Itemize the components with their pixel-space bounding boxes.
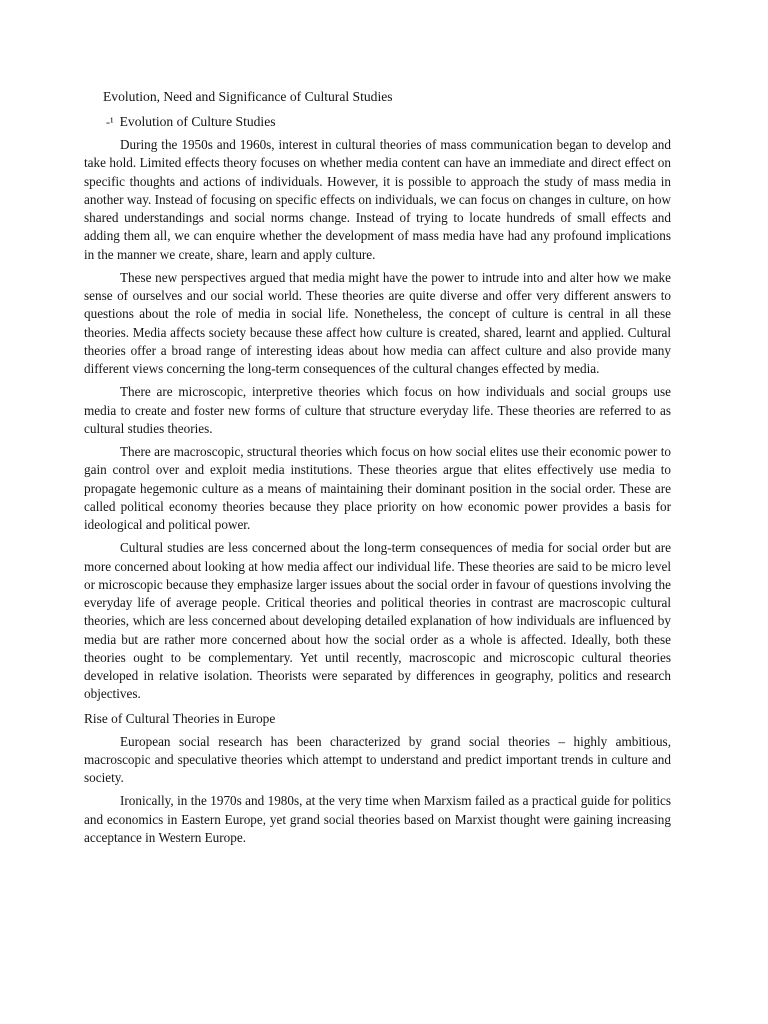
section-heading: Rise of Cultural Theories in Europe: [84, 710, 276, 726]
paragraph: European social research has been characterized by grand social theories – highly ambitious, macroscopic and speculative theories which attempt to understand and predict important trends in culture and society.: [84, 733, 671, 785]
document-title: Evolution, Need and Significance of Cultural Studies: [103, 89, 393, 104]
paragraph: Cultural studies are less concerned about the long-term consequences of media for social order but are more concerned about looking at how media affect our individual life. These theories are said to be micro level or microscopic because they emphasize larger issues about the social order in favour of questions involving the everyday life of average people. Critical theories and political theories in contrast are macroscopic cultural theories, which are less concerned about developing detailed explanation of how individuals are influenced by media but are rather more concerned about how the social order as a whole is affected. Ideally, both these theories ought to be complementary. Yet until recently, macroscopic and microscopic cultural theories developed in relative isolation. Theorists were separated by differences in geography, politics and research objectives.: [84, 540, 671, 702]
paragraph: Ironically, in the 1970s and 1980s, at the very time when Marxism failed as a practical guide for politics and economics in Eastern Europe, yet grand social theories based on Marxist thought were gaining increasing acceptance in Western Europe.: [84, 793, 671, 845]
subtitle-text: Evolution of Culture Studies: [119, 114, 276, 129]
list-marker: -¹: [106, 115, 114, 129]
section-subtitle: [106, 113, 671, 131]
paragraph: These new perspectives argued that media might have the power to intrude into and alter how we make sense of ourselves and our social world. These theories are quite diverse and offer very different answers to questions about the role of media in social life. Nonetheless, the concept of culture is central in all these theories. Media affects society because these affect how culture is created, shared, learnt and applied. Cultural theories offer a broad range of interesting ideas about how media can affect culture and also provide many different views concerning the long-term consequences of the cultural changes effected by media.: [84, 269, 671, 376]
paragraph: During the 1950s and 1960s, interest in cultural theories of mass communication began to develop and take hold. Limited effects theory focuses on whether media content can have an immediate and direct effect on specific thoughts and actions of individuals. However, it is possible to approach the study of mass media in another way. Instead of focusing on specific effects on individuals, we can focus on changes in culture, on how shared understandings and social norms change. Instead of trying to locate hundreds of small effects and adding them all, we can enquire whether the development of mass media have had any profound implications in the manner we create, share, learn and apply culture.: [84, 137, 671, 262]
paragraph: There are microscopic, interpretive theories which focus on how individuals and social groups use media to create and foster new forms of culture that structure everyday life. These theories are referred to as cultural studies theories.: [84, 384, 671, 436]
document-page: [84, 88, 671, 852]
paragraph: There are macroscopic, structural theories which focus on how social elites use their economic power to gain control over and exploit media institutions. These theories argue that elites effectively use media to propagate hegemonic culture as a means of maintaining their dominant position in the social order. These are called political economy theories because they place priority on how economic power provides a basis for ideological and political power.: [84, 444, 671, 532]
